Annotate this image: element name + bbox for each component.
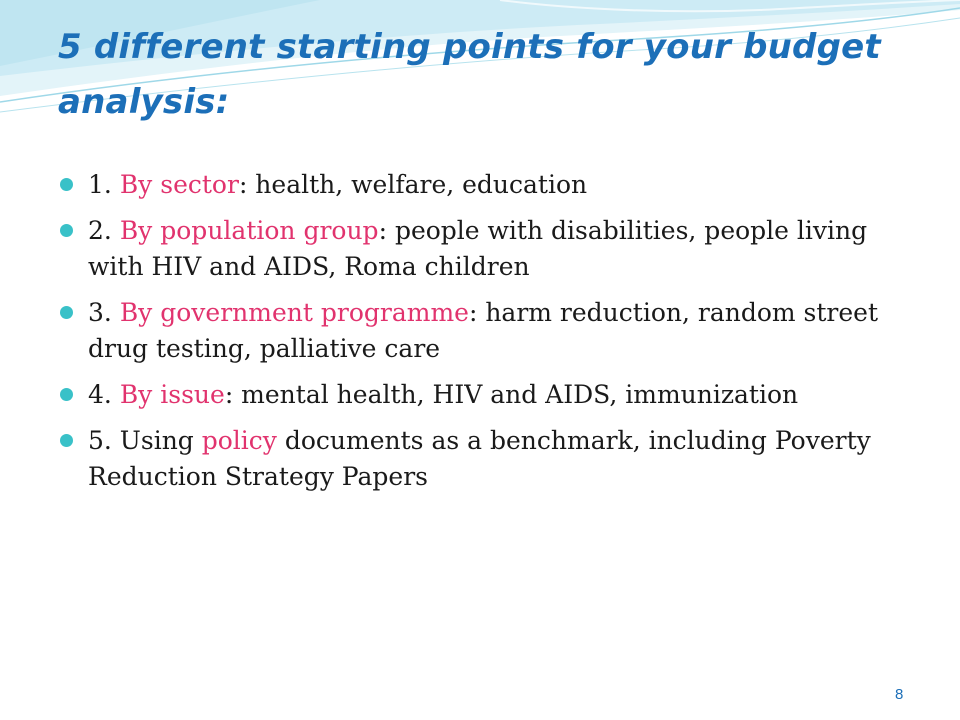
bullet-prefix: 3.: [88, 298, 120, 327]
bullet-dot-icon: [60, 178, 73, 191]
bullet-text: : harm reduction, random street drug testing, palliative care: [88, 298, 878, 363]
bullet-highlight: By sector: [119, 170, 239, 199]
bullet-dot-icon: [60, 306, 73, 319]
bullet-highlight: By government programme: [119, 298, 469, 327]
bullet-item-sector: [60, 167, 930, 203]
bullet-dot-icon: [60, 388, 73, 401]
bullet-text: : mental health, HIV and AIDS, immunization: [224, 380, 799, 409]
bullet-prefix: 5. Using: [88, 426, 202, 455]
bullet-item-policy: [60, 423, 930, 495]
bullet-item-population-group: [60, 213, 930, 285]
bullet-highlight: By population group: [119, 216, 379, 245]
bullet-prefix: 4.: [88, 380, 120, 409]
bullet-text: : health, welfare, education: [238, 170, 588, 199]
bullet-highlight: By issue: [119, 380, 225, 409]
bullet-text: : people with disabilities, people living with HIV and AIDS, Roma children: [88, 216, 868, 281]
bullet-dot-icon: [60, 224, 73, 237]
bullet-item-government-programme: [60, 295, 930, 367]
bullet-text: documents as a benchmark, including Poverty Reduction Strategy Papers: [88, 426, 871, 491]
slide-title: 5 different starting points for your budget analysis:: [58, 27, 881, 122]
page-number: 8: [895, 686, 904, 703]
bullet-highlight: policy: [201, 426, 277, 455]
bullet-prefix: 1.: [88, 170, 120, 199]
bullet-prefix: 2.: [88, 216, 120, 245]
bullet-item-issue: [60, 377, 930, 413]
bullet-list: [60, 167, 930, 505]
bullet-dot-icon: [60, 434, 73, 447]
